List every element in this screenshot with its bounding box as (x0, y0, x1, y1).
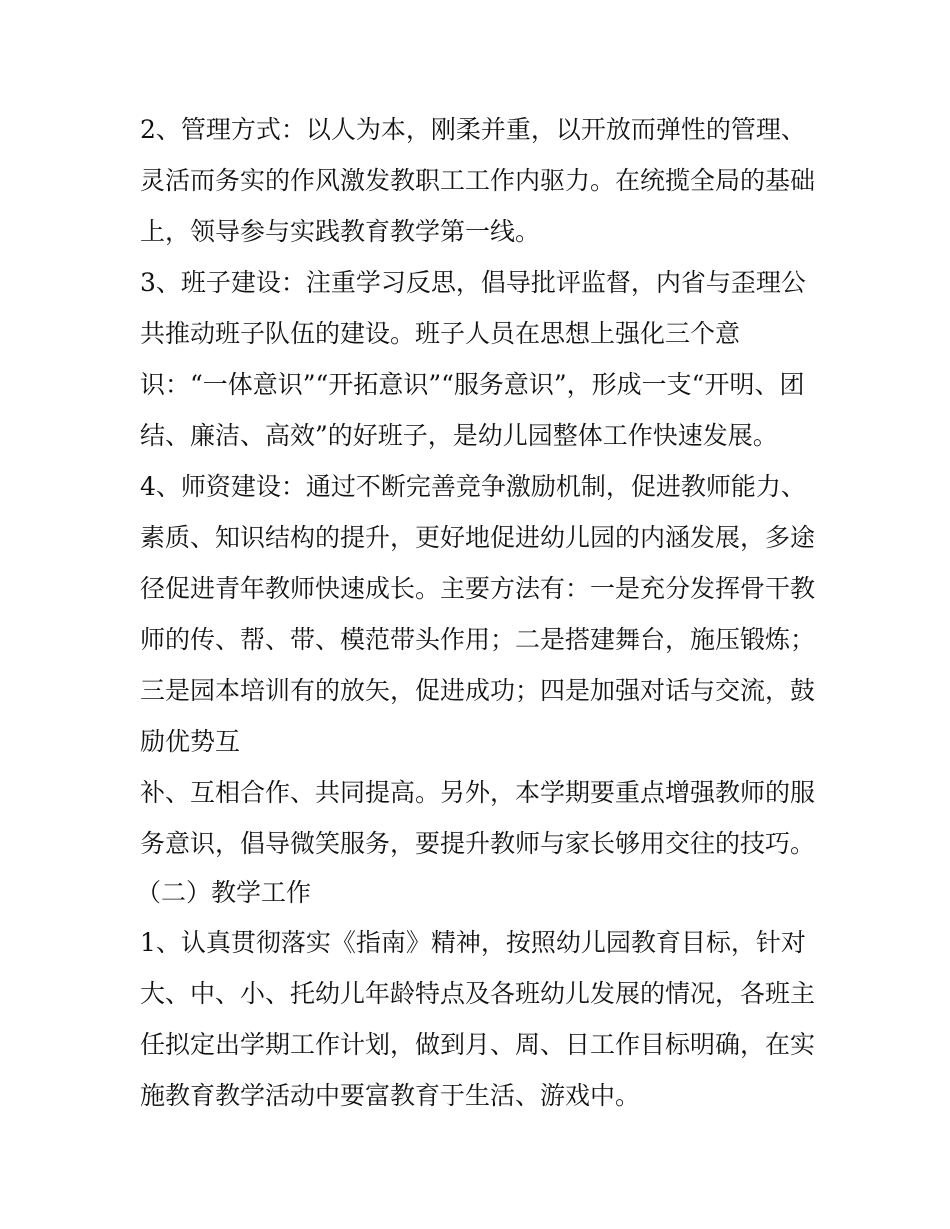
paragraph-team-line-1: 3、班子建设：注重学习反思，倡导批评监督，内省与歪理公 (140, 268, 806, 297)
paragraph-management-line-1: 2、管理方式：以人为本，刚柔并重，以开放而弹性的管理、 (140, 115, 806, 144)
paragraph-teaching-line-1: 1、认真贯彻落实《指南》精神，按照幼儿园教育目标，针对 (140, 928, 806, 957)
paragraph-teachers-line-5: 三是园本培训有的放矢，促进成功；四是加强对话与交流，鼓 (140, 676, 816, 705)
paragraph-teaching-line-3: 任拟定出学期工作计划，做到月、周、日工作目标明确，在实 (140, 1030, 816, 1059)
paragraph-management-line-3: 上，领导参与实践教育教学第一线。 (140, 217, 541, 246)
paragraph-team-line-2: 共推动班子队伍的建设。班子人员在思想上强化三个意 (140, 319, 741, 348)
section-heading-teaching: （二）教学工作 (136, 878, 312, 907)
paragraph-teaching-line-2: 大、中、小、托幼儿年龄特点及各班幼儿发展的情况，各班主 (140, 979, 816, 1008)
paragraph-teaching-line-4: 施教育教学活动中要富教育于生活、游戏中。 (140, 1081, 641, 1110)
paragraph-teachers-line-1: 4、师资建设：通过不断完善竞争激励机制，促进教师能力、 (140, 472, 806, 501)
paragraph-team-line-3: 识：“一体意识”“开拓意识”“服务意识”，形成一支“开明、团 (140, 370, 805, 399)
paragraph-teachers-line-6: 励优势互 (140, 727, 241, 756)
document-body (136, 104, 830, 1121)
paragraph-teachers-line-7: 补、互相合作、共同提高。另外，本学期要重点增强教师的服 (140, 778, 816, 807)
paragraph-teachers-line-2: 素质、知识结构的提升，更好地促进幼儿园的内涵发展，多途 (140, 523, 816, 552)
paragraph-management-line-2: 灵活而务实的作风激发教职工工作内驱力。在统揽全局的基础 (140, 166, 816, 195)
paragraph-teachers-line-4: 师的传、帮、带、模范带头作用；二是搭建舞台，施压锻炼； (140, 625, 816, 654)
paragraph-teachers-line-3: 径促进青年教师快速成长。主要方法有：一是充分发挥骨干教 (140, 574, 816, 603)
paragraph-team-line-4: 结、廉洁、高效”的好班子，是幼儿园整体工作快速发展。 (140, 421, 778, 450)
paragraph-teachers-line-8: 务意识，倡导微笑服务，要提升教师与家长够用交往的技巧。 (140, 829, 816, 858)
